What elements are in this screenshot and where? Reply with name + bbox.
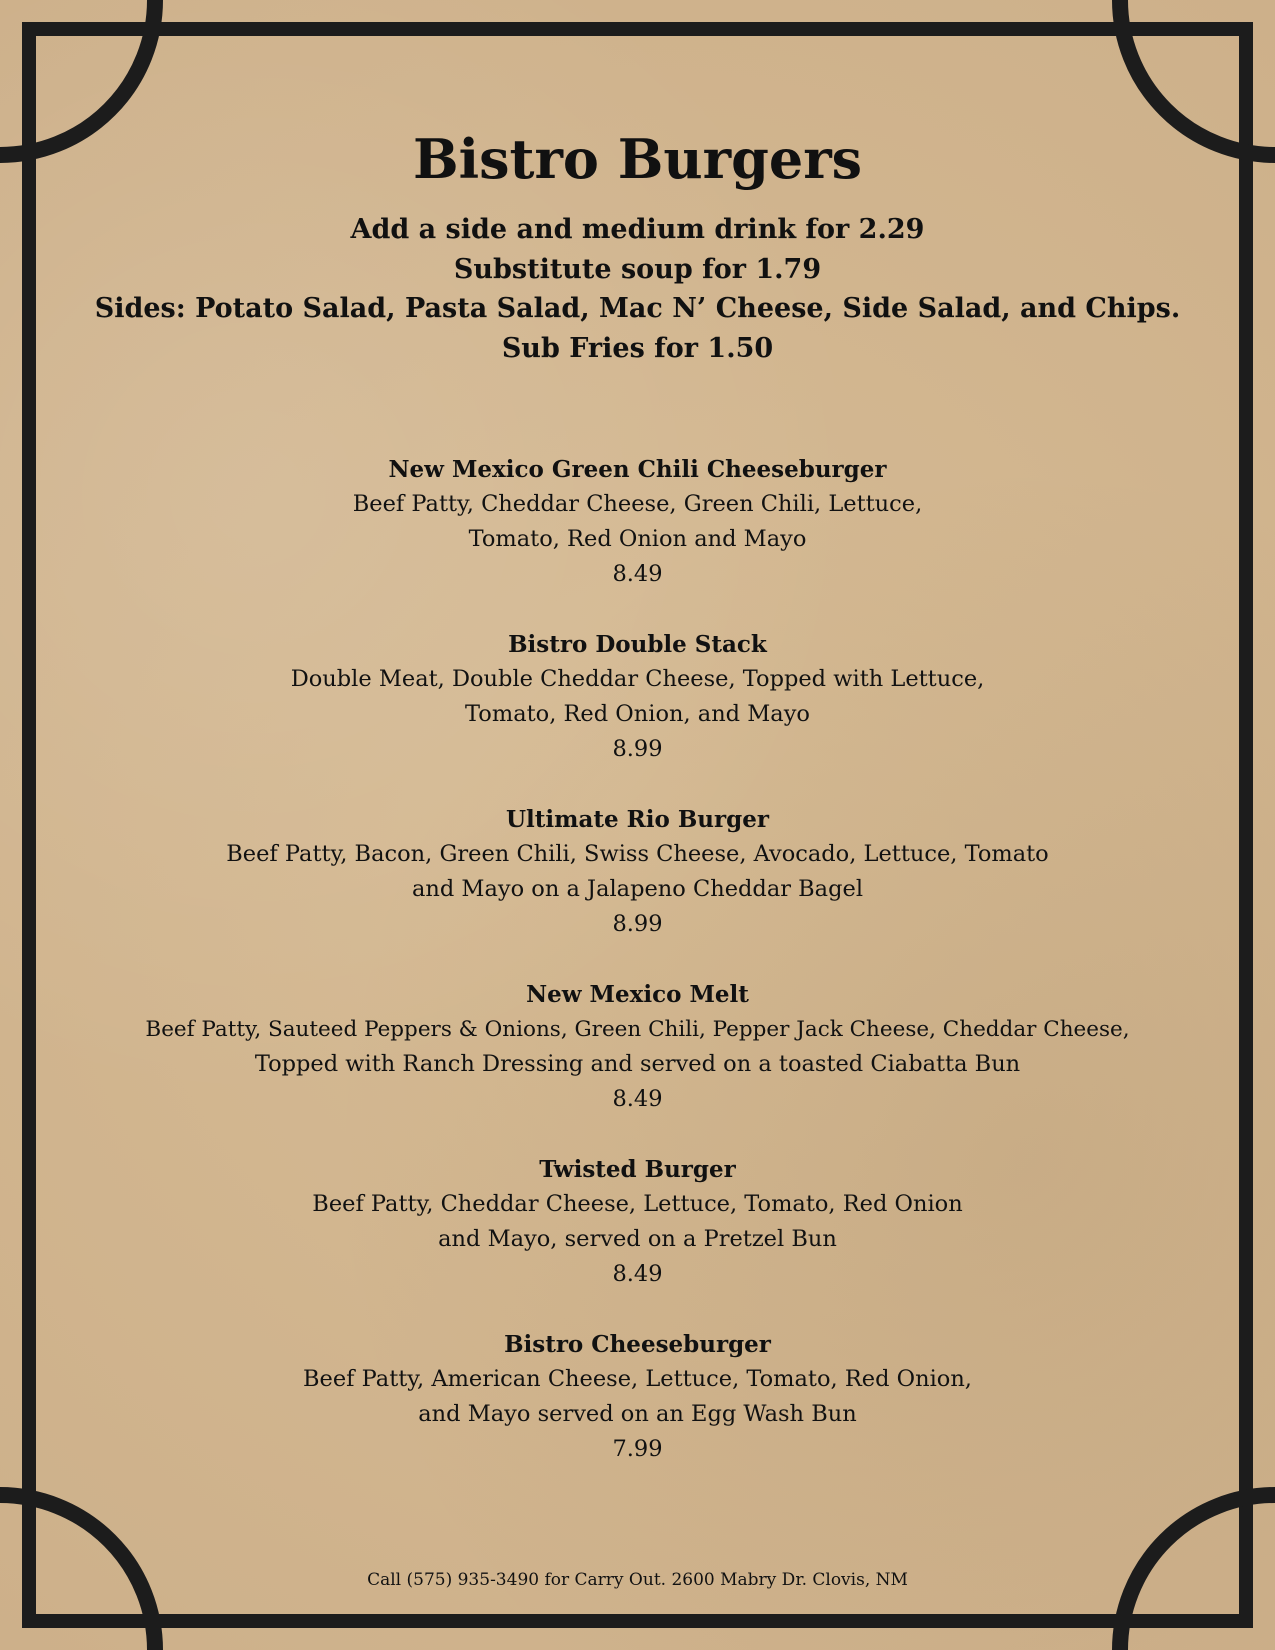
menu-item-description: and Mayo on a Jalapeno Cheddar Bagel: [411, 876, 864, 902]
menu-item-price: 8.99: [612, 911, 663, 937]
menu-item: [0, 802, 1275, 977]
menu-item: [0, 627, 1275, 802]
menu-item-description: Tomato, Red Onion, and Mayo: [465, 701, 810, 727]
menu-item-description: Beef Patty, Sauteed Peppers & Onions, Green Chili, Pepper Jack Cheese, Cheddar Cheese,: [145, 1017, 1130, 1042]
menu-item-description: and Mayo, served on a Pretzel Bun: [438, 1226, 837, 1252]
menu-item-price: 8.49: [612, 1261, 663, 1287]
menu-item-name: Bistro Double Stack: [508, 631, 767, 658]
menu-item: [0, 452, 1275, 627]
menu-item-description: Double Meat, Double Cheddar Cheese, Topped with Lettuce,: [290, 666, 985, 692]
intro-soup-offer: Substitute soup for 1.79: [453, 253, 822, 285]
contact-footer: Call (575) 935-3490 for Carry Out. 2600 Mabry Dr. Clovis, NM: [367, 1570, 908, 1590]
menu-item-price: 7.99: [612, 1436, 663, 1462]
menu-item-price: 8.49: [612, 561, 663, 587]
menu-item: [0, 977, 1275, 1152]
menu-item-name: New Mexico Melt: [526, 981, 749, 1008]
menu-item: [0, 1327, 1275, 1502]
menu-item-description: and Mayo served on an Egg Wash Bun: [418, 1401, 857, 1427]
intro-side-drink-offer: Add a side and medium drink for 2.29: [350, 214, 925, 245]
menu-intro: [0, 210, 1275, 368]
menu-item: [0, 1152, 1275, 1327]
menu-items: [0, 452, 1275, 1502]
intro-fries-offer: Sub Fries for 1.50: [501, 332, 774, 364]
menu-item-price: 8.99: [612, 736, 663, 762]
menu-item-price: 8.49: [612, 1086, 663, 1112]
menu-item-description: Beef Patty, Cheddar Cheese, Green Chili, Lettuce,: [352, 491, 923, 517]
menu-item-description: Beef Patty, Bacon, Green Chili, Swiss Cheese, Avocado, Lettuce, Tomato: [226, 841, 1049, 867]
menu-item-description: Beef Patty, Cheddar Cheese, Lettuce, Tomato, Red Onion: [312, 1191, 963, 1217]
menu-item-name: Bistro Cheeseburger: [504, 1331, 771, 1358]
menu-item-name: Twisted Burger: [539, 1156, 736, 1183]
menu-item-description: Tomato, Red Onion and Mayo: [468, 526, 807, 552]
menu-item-name: New Mexico Green Chili Cheeseburger: [388, 456, 887, 483]
menu-item-description: Beef Patty, American Cheese, Lettuce, Tomato, Red Onion,: [303, 1366, 972, 1392]
menu-title: Bistro Burgers: [412, 127, 863, 191]
menu-item-name: Ultimate Rio Burger: [506, 806, 769, 833]
menu-item-description: Topped with Ranch Dressing and served on a toasted Ciabatta Bun: [254, 1051, 1021, 1077]
intro-sides-list: Sides: Potato Salad, Pasta Salad, Mac N’ Cheese, Side Salad, and Chips.: [94, 293, 1181, 324]
